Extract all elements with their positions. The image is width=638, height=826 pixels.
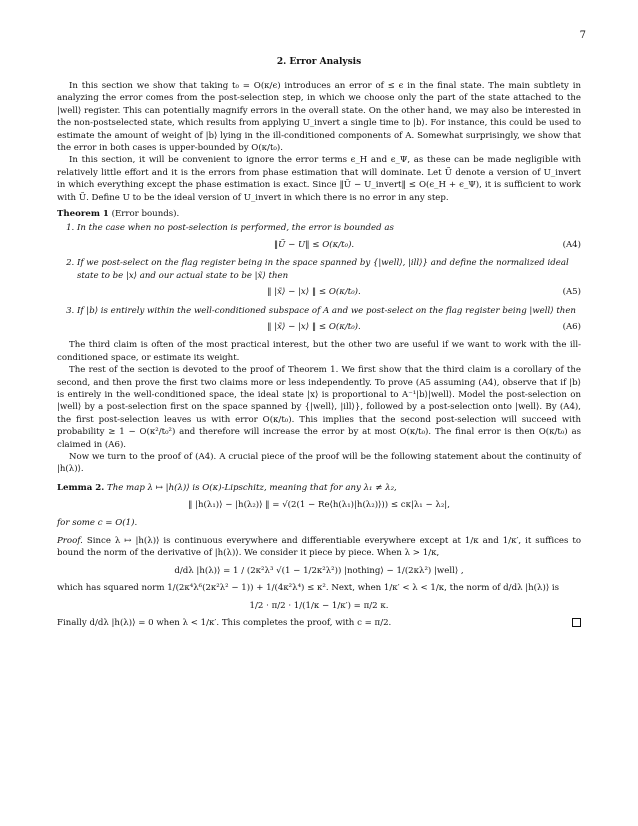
lemma-block	[57, 482, 581, 529]
proof-final: Finally d/dλ |h(λ)⟩ = 0 when λ < 1/κ′. This completes the proof, with c = π/2.	[57, 618, 392, 629]
list-item	[77, 257, 581, 298]
equation-tag: (A4)	[562, 239, 581, 250]
proof-mid: which has squared norm 1/(2κ⁴λ⁶(2κ²λ² − 1)) + 1/(4κ²λ⁴) ≤ κ². Next, when 1/κ′ < λ < 1/κ, the norm of d/dλ |h(λ)⟩ is	[57, 583, 560, 594]
paragraph: In this section, it will be convenient to ignore the error terms ϵ_H and ϵ_Ψ, as these can be made negligible with relatively little effort and it is the errors from phase estimation that will dominate. Let Ũ denote a version of U_invert in which everything except the phase estimation is exact. Since ‖Ũ − U_invert‖ ≤ O(ϵ_H + ϵ_Ψ), it is sufficient to work with Ũ. Define U to be the ideal version of U_invert in which there is no error in any step.	[57, 155, 581, 203]
equation	[77, 321, 581, 333]
lemma-text: The map λ ↦ |h(λ)⟩ is O(κ)-Lipschitz, meaning that for any λ₁ ≠ λ₂,	[106, 482, 397, 493]
qed-icon	[572, 618, 581, 627]
paragraph: In this section we show that taking t₀ = O(κ/ϵ) introduces an error of ≤ ϵ in the final state. The main subtlety in analyzing the error comes from the post-selection step, in which we choose only the part of the state attached to the |well⟩ register. This can potentially magnify errors in the overall state. On the other hand, we may also be interested in the non-postselected state, which results from applying U_invert a single time to |b⟩. For instance, this could be used to estimate the amount of weight of |b⟩ lying in the ill-conditioned components of A. Somewhat surprisingly, we show that the error in both cases is upper-bounded by O(κ/t₀).	[57, 81, 581, 154]
lemma-label: Lemma 2.	[57, 482, 105, 493]
section-title: 2. Error Analysis	[276, 57, 362, 67]
theorem-list	[57, 222, 581, 333]
equation	[77, 286, 581, 298]
theorem-item-text: In the case when no post-selection is performed, the error is bounded as	[77, 223, 394, 234]
proof-final-line	[57, 617, 581, 629]
theorem-block	[57, 208, 581, 333]
equation-body: ‖Ũ − U‖ ≤ O(κ/t₀).	[273, 239, 355, 250]
page-body	[57, 80, 581, 629]
lemma-after: for some c = O(1).	[57, 517, 138, 528]
proof-equation: d/dλ |h(λ)⟩ = 1 / (2κ²λ³ √(1 − 1/2κ²λ²)) |nothing⟩ − 1/(2κλ²) |well⟩ ,	[174, 565, 464, 576]
proof-block	[57, 535, 581, 629]
paragraph: Now we turn to the proof of (A4). A crucial piece of the proof will be the following statement about the continuity of |h(λ)⟩.	[57, 451, 581, 475]
theorem-label: Theorem 1	[57, 209, 109, 220]
proof-label: Proof.	[57, 536, 83, 546]
proof-equation: 1/2 · π/2 · 1/(1/κ − 1/κ′) = π/2 κ.	[249, 600, 389, 611]
equation-tag: (A6)	[562, 321, 581, 332]
equation-body: ‖ |x̃⟩ − |x⟩ ‖ ≤ O(κ/t₀).	[267, 321, 361, 332]
list-item	[77, 222, 581, 251]
equation	[77, 239, 581, 251]
theorem-title: (Error bounds).	[111, 209, 180, 220]
equation-body: ‖ |x̃⟩ − |x⟩ ‖ ≤ O(κ/t₀).	[267, 287, 361, 298]
paragraph: The third claim is often of the most practical interest, but the other two are useful if we want to work with the ill-conditioned space, or estimate its weight.	[57, 340, 581, 363]
lemma-equation: ‖ |h(λ₁)⟩ − |h(λ₂)⟩ ‖ = √(2(1 − Re⟨h(λ₁)|h(λ₂)⟩)) ≤ cκ|λ₁ − λ₂|,	[188, 500, 450, 511]
page-number: 7	[579, 30, 586, 41]
equation-tag: (A5)	[562, 287, 581, 298]
list-item	[77, 305, 581, 334]
paragraph: The rest of the section is devoted to the proof of Theorem 1. We first show that the third claim is a corollary of the second, and then prove the first two claims more or less independently. To prove (A5 assuming (A4), observe that if |b⟩ is entirely in the well-conditioned space, the ideal state |x⟩ is proportional to A⁻¹|b⟩|well⟩. Model the post-selection on |well⟩ by a post-selection first on the space spanned by {|well⟩, |ill⟩}, followed by a post-selection onto |well⟩. By (A4), the first post-selection leaves us with error O(κ/t₀). This implies that the second post-selection will succeed with probability ≥ 1 − O(κ²/t₀²) and therefore will increase the error by at most O(κ/t₀). The final error is then O(κ/t₀) as claimed in (A6).	[57, 365, 581, 450]
proof-text: Since λ ↦ |h(λ)⟩ is continuous everywhere and differentiable everywhere except at 1/κ and 1/κ′, it suffices to bound the norm of the derivative of |h(λ)⟩. We consider it piece by piece. When λ > 1/κ,	[57, 536, 581, 559]
theorem-item-text: If we post-select on the flag register being in the space spanned by {|well⟩, |ill⟩} and define the normalized ideal state to be |x⟩ and our actual state to be |x̃⟩ then	[77, 258, 569, 281]
theorem-item-text: If |b⟩ is entirely within the well-conditioned subspace of A and we post-select on the flag register being |well⟩ then	[77, 305, 576, 316]
